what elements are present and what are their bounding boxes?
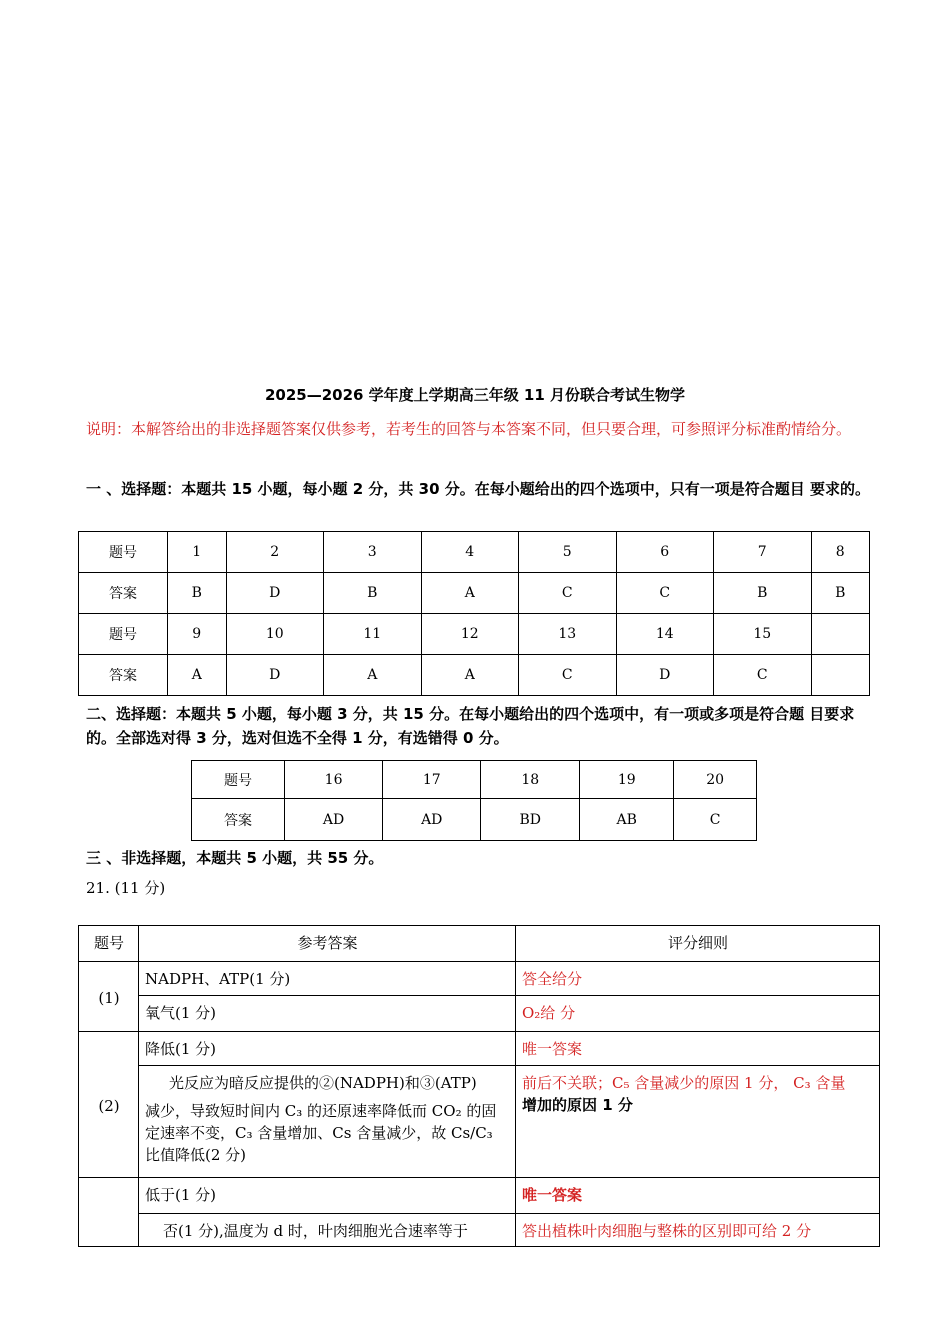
rule-cell: 答全给分	[516, 962, 880, 996]
part-3-label	[79, 1178, 139, 1247]
table-row	[79, 532, 870, 573]
answer-cell: NADPH、ATP(1 分)	[139, 962, 516, 996]
rule-cell	[516, 1066, 880, 1178]
cell: 8	[811, 532, 870, 573]
rule-text-red: 前后不关联；C₅ 含量减少的原因 1 分， C₃ 含量	[522, 1074, 846, 1092]
cell: 14	[616, 614, 714, 655]
rule-cell: 唯一答案	[516, 1178, 880, 1214]
cell: B	[168, 573, 227, 614]
cell: 16	[285, 761, 383, 799]
cell: 5	[519, 532, 617, 573]
rule-cell: 唯一答案	[516, 1032, 880, 1066]
question-21-table	[78, 925, 880, 1247]
row-label-answer: 答案	[79, 655, 168, 696]
cell	[811, 614, 870, 655]
part-1-label: (1)	[79, 962, 139, 1032]
row-label-answer: 答案	[192, 799, 285, 841]
table-row	[79, 926, 880, 962]
cell: B	[811, 573, 870, 614]
cell: C	[519, 655, 617, 696]
cell: AB	[580, 799, 674, 841]
cell: AD	[383, 799, 481, 841]
cell: 4	[421, 532, 519, 573]
cell: 11	[324, 614, 422, 655]
cell: 15	[714, 614, 812, 655]
row-label-question: 题号	[79, 614, 168, 655]
cell: B	[324, 573, 422, 614]
part-2-label: (2)	[79, 1032, 139, 1178]
row-label-question: 题号	[192, 761, 285, 799]
cell: C	[519, 573, 617, 614]
cell: 17	[383, 761, 481, 799]
rule-cell: O₂给 分	[516, 996, 880, 1032]
cell: A	[168, 655, 227, 696]
cell: AD	[285, 799, 383, 841]
cell: BD	[481, 799, 580, 841]
row-label-question: 题号	[79, 532, 168, 573]
cell: 12	[421, 614, 519, 655]
cell: 7	[714, 532, 812, 573]
cell: 18	[481, 761, 580, 799]
section-3-heading: 三 、非选择题，本题共 5 小题，共 55 分。	[86, 849, 384, 867]
cell: 1	[168, 532, 227, 573]
table-row	[79, 962, 880, 996]
answer-text-line-1: 光反应为暗反应提供的②(NADPH)和③(ATP)	[169, 1074, 477, 1092]
answer-cell: 低于(1 分)	[139, 1178, 516, 1214]
table-row	[79, 614, 870, 655]
header-scoring-rules: 评分细则	[516, 926, 880, 962]
answer-cell: 否(1 分),温度为 d 时，叶肉细胞光合速率等于	[139, 1214, 516, 1247]
table-row	[79, 1032, 880, 1066]
cell: 3	[324, 532, 422, 573]
table-row	[79, 1178, 880, 1214]
cell: 2	[226, 532, 324, 573]
header-question-number: 题号	[79, 926, 139, 962]
cell: D	[226, 655, 324, 696]
cell: D	[616, 655, 714, 696]
page-title: 2025—2026 学年度上学期高三年级 11 月份联合考试生物学	[264, 386, 686, 404]
question-21-label: 21. (11 分)	[86, 879, 166, 897]
answer-table-1	[78, 531, 870, 696]
row-label-answer: 答案	[79, 573, 168, 614]
section-2-heading: 二、选择题：本题共 5 小题，每小题 3 分，共 15 分。在每小题给出的四个选项中，有一项或多项是符合题 目要求的。全部选对得 3 分，选对但选不全得 1 分，有选错得 0 分。	[86, 705, 855, 747]
cell: D	[226, 573, 324, 614]
table-row	[79, 996, 880, 1032]
answer-cell: 降低(1 分)	[139, 1032, 516, 1066]
scoring-note: 说明：本解答给出的非选择题答案仅供参考，若考生的回答与本答案不同，但只要合理，可参照评分标准酌情给分。	[86, 420, 852, 438]
cell: C	[616, 573, 714, 614]
rule-cell: 答出植株叶肉细胞与整株的区别即可给 2 分	[516, 1214, 880, 1247]
table-row	[79, 573, 870, 614]
answer-table-2	[191, 760, 757, 841]
answer-cell	[139, 1066, 516, 1178]
cell: 6	[616, 532, 714, 573]
cell: 20	[674, 761, 757, 799]
table-row	[79, 1066, 880, 1178]
table-row	[79, 1214, 880, 1247]
cell: C	[714, 655, 812, 696]
section-1-heading: 一 、选择题：本题共 15 小题，每小题 2 分，共 30 分。在每小题给出的四个选项中，只有一项是符合题目 要求的。	[86, 480, 870, 498]
cell: 10	[226, 614, 324, 655]
table-row	[79, 655, 870, 696]
cell: A	[421, 655, 519, 696]
cell: 9	[168, 614, 227, 655]
header-reference-answer: 参考答案	[139, 926, 516, 962]
cell: 13	[519, 614, 617, 655]
cell: C	[674, 799, 757, 841]
answer-cell: 氧气(1 分)	[139, 996, 516, 1032]
cell: B	[714, 573, 812, 614]
cell: A	[421, 573, 519, 614]
table-row	[192, 799, 757, 841]
answer-text-line-2: 减少，导致短时间内 C₃ 的还原速率降低而 CO₂ 的固定速率不变，C₃ 含量增加、Cs 含量减少，故 Cs/C₃ 比值降低(2 分)	[145, 1102, 497, 1164]
cell: 19	[580, 761, 674, 799]
cell: A	[324, 655, 422, 696]
table-row	[192, 761, 757, 799]
rule-text-black: 增加的原因 1 分	[522, 1096, 633, 1114]
cell	[811, 655, 870, 696]
